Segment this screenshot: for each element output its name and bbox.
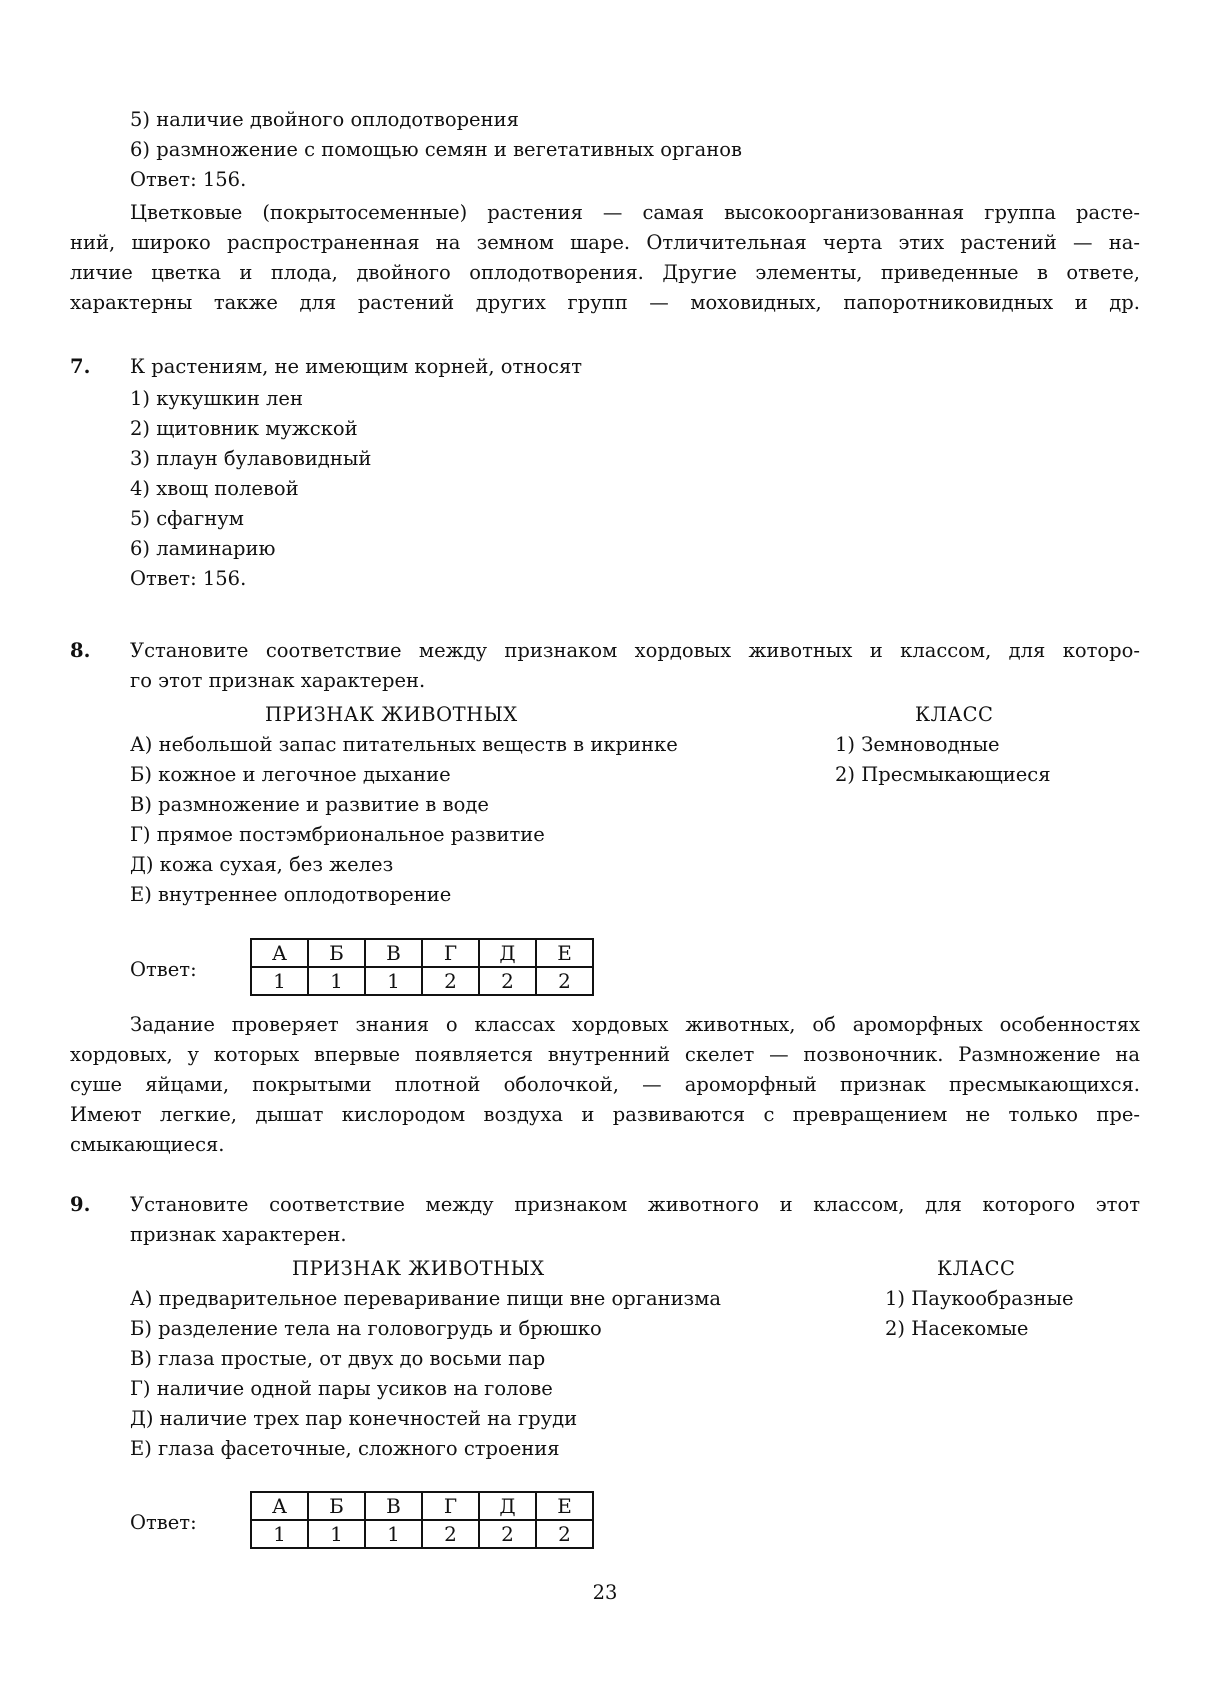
option-line: 2) щитовник мужской	[130, 417, 358, 440]
answer-value-cell: 1	[365, 1520, 422, 1548]
answer-value-cell: 2	[536, 967, 593, 995]
explanation-line: смыкающиеся.	[70, 1133, 225, 1156]
explanation-line: ний, широко распространенная на земном шаре. Отличительная черта этих растений — на-	[70, 231, 1140, 254]
option-line: Г) наличие одной пары усиков на голове	[130, 1377, 553, 1400]
answer-header-cell: В	[365, 939, 422, 967]
question-text-line: го этот признак характерен.	[130, 669, 426, 692]
option-line: А) предварительное переваривание пищи вне организма	[130, 1287, 721, 1310]
explanation-line: суше яйцами, покрытыми плотной оболочкой, — ароморфный признак пресмыкающихся.	[70, 1073, 1140, 1096]
option-line: В) размножение и развитие в воде	[130, 793, 489, 816]
q8-right-options	[835, 730, 1135, 790]
answer-header-cell: Б	[308, 939, 365, 967]
option-line: 1) кукушкин лен	[130, 387, 303, 410]
question-number: 7.	[70, 355, 91, 378]
answer-header-cell: Б	[308, 1492, 365, 1520]
answer-header-cell: Е	[536, 939, 593, 967]
question-text	[130, 636, 1140, 696]
answer-value-cell: 2	[536, 1520, 593, 1548]
option-line: Е) глаза фасеточные, сложного строения	[130, 1437, 560, 1460]
answer-value-cell: 1	[365, 967, 422, 995]
answer-line: Ответ: 156.	[130, 567, 247, 590]
q7-options	[70, 384, 1140, 594]
left-column-header: ПРИЗНАК ЖИВОТНЫХ	[265, 703, 518, 726]
question-text-line: Установите соответствие между признаком животного и классом, для которого этот	[130, 1193, 1140, 1216]
answer-line: Ответ: 156.	[130, 168, 247, 191]
option-line: Г) прямое постэмбриональное развитие	[130, 823, 545, 846]
option-line: Д) наличие трех пар конечностей на груди	[130, 1407, 578, 1430]
explanation-line: характерны также для растений других групп — моховидных, папоротниковидных и др.	[70, 291, 1140, 314]
answer-table	[250, 938, 594, 996]
answer-value-cell: 2	[479, 967, 536, 995]
option-line: 6) ламинарию	[130, 537, 276, 560]
option-line: 6) размножение с помощью семян и вегетативных органов	[130, 138, 743, 161]
answer-header-cell: Е	[536, 1492, 593, 1520]
answer-value-cell: 1	[308, 967, 365, 995]
prev-question-tail	[70, 105, 1140, 195]
question-text-line: Установите соответствие между признаком хордовых животных и классом, для которо-	[130, 639, 1140, 662]
q8-left-options	[130, 730, 830, 910]
explanation-paragraph	[70, 198, 1140, 318]
right-column-header: КЛАСС	[915, 703, 994, 726]
explanation-line: Цветковые (покрытосеменные) растения — самая высокоорганизованная группа расте-	[130, 201, 1140, 224]
option-line: 3) плаун булавовидный	[130, 447, 372, 470]
answer-label: Ответ:	[130, 958, 197, 981]
left-column-header: ПРИЗНАК ЖИВОТНЫХ	[292, 1257, 545, 1280]
explanation-line: Задание проверяет знания о классах хордовых животных, об ароморфных особенностях	[130, 1013, 1140, 1036]
page-number: 23	[592, 1581, 618, 1604]
explanation-line: Имеют легкие, дышат кислородом воздуха и развиваются с превращением не только пре-	[70, 1103, 1140, 1126]
option-line: 1) Земноводные	[835, 733, 1000, 756]
option-line: Б) разделение тела на головогрудь и брюшко	[130, 1317, 602, 1340]
explanation-line: хордовых, у которых впервые появляется внутренний скелет — позвоночник. Размножение на	[70, 1043, 1140, 1066]
answer-header-cell: А	[251, 1492, 308, 1520]
question-number: 9.	[70, 1193, 91, 1216]
question-text	[130, 1190, 1140, 1250]
explanation-line: личие цветка и плода, двойного оплодотворения. Другие элементы, приведенные в ответе,	[70, 261, 1140, 284]
answer-header-cell: В	[365, 1492, 422, 1520]
answer-header-cell: Д	[479, 1492, 536, 1520]
answer-header-cell: Д	[479, 939, 536, 967]
answer-value-cell: 1	[251, 1520, 308, 1548]
answer-header-cell: Г	[422, 1492, 479, 1520]
answer-table	[250, 1491, 594, 1549]
q9-left-options	[130, 1284, 870, 1464]
answer-value-cell: 1	[308, 1520, 365, 1548]
explanation-paragraph	[70, 1010, 1140, 1160]
answer-label: Ответ:	[130, 1511, 197, 1534]
answer-value-cell: 1	[251, 967, 308, 995]
right-column-header: КЛАСС	[937, 1257, 1016, 1280]
option-line: 2) Насекомые	[885, 1317, 1029, 1340]
option-line: А) небольшой запас питательных веществ в икринке	[130, 733, 678, 756]
option-line: 5) наличие двойного оплодотворения	[130, 108, 519, 131]
option-line: 4) хвощ полевой	[130, 477, 299, 500]
answer-value-cell: 2	[479, 1520, 536, 1548]
option-line: Д) кожа сухая, без желез	[130, 853, 394, 876]
answer-header-cell: Г	[422, 939, 479, 967]
option-line: Е) внутреннее оплодотворение	[130, 883, 452, 906]
option-line: 1) Паукообразные	[885, 1287, 1074, 1310]
answer-header-cell: А	[251, 939, 308, 967]
question-text: К растениям, не имеющим корней, относят	[130, 355, 583, 378]
option-line: 5) сфагнум	[130, 507, 244, 530]
answer-value-cell: 2	[422, 1520, 479, 1548]
option-line: В) глаза простые, от двух до восьми пар	[130, 1347, 546, 1370]
answer-value-cell: 2	[422, 967, 479, 995]
q9-right-options	[885, 1284, 1145, 1344]
question-number: 8.	[70, 639, 91, 662]
question-text-line: признак характерен.	[130, 1223, 347, 1246]
option-line: Б) кожное и легочное дыхание	[130, 763, 451, 786]
option-line: 2) Пресмыкающиеся	[835, 763, 1051, 786]
